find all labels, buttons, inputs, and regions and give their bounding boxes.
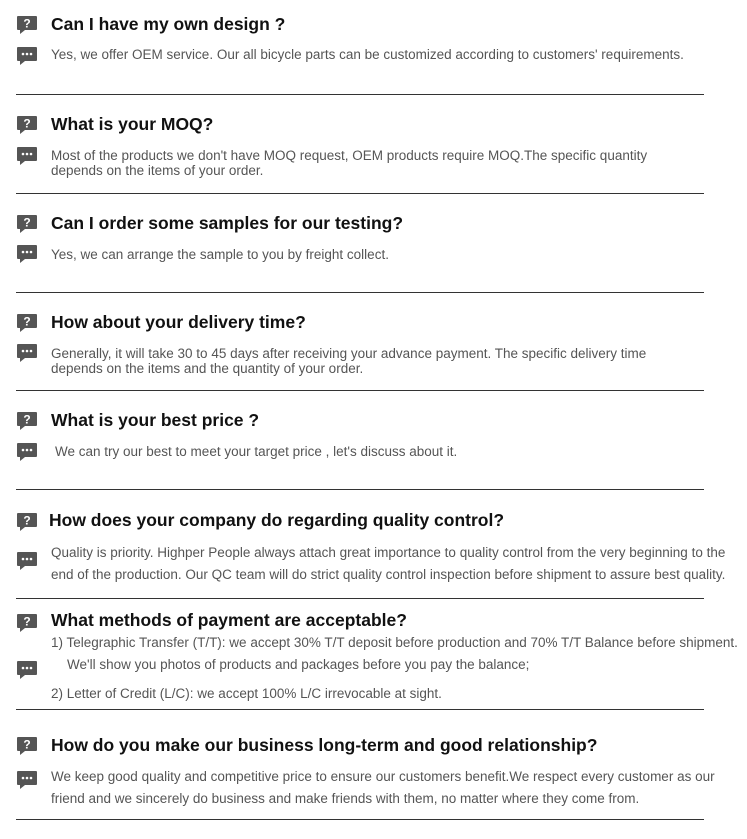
speech-bubble-icon bbox=[16, 244, 38, 264]
faq-answer: Yes, we offer OEM service. Our all bicycle parts can be customized according to customers' requirements. bbox=[51, 47, 684, 62]
divider bbox=[16, 390, 704, 391]
question-bubble-icon bbox=[16, 313, 38, 333]
payment-line: 1) Telegraphic Transfer (T/T): we accept 30% T/T deposit before production and 70% T/T Balance before shipment. bbox=[51, 635, 738, 650]
question-bubble-icon bbox=[16, 214, 38, 234]
faq-question: What is your MOQ? bbox=[51, 114, 214, 134]
faq-answer: Yes, we can arrange the sample to you by freight collect. bbox=[51, 247, 389, 262]
faq-answer: Generally, it will take 30 to 45 days after receiving your advance payment. The specific delivery time depends on the items and the quantity of your order. bbox=[51, 346, 647, 376]
question-bubble-icon bbox=[16, 15, 38, 35]
divider bbox=[16, 709, 704, 710]
faq-question: How do you make our business long-term and good relationship? bbox=[51, 735, 598, 755]
payment-line: 2) Letter of Credit (L/C): we accept 100% L/C irrevocable at sight. bbox=[51, 686, 442, 701]
faq-question: What methods of payment are acceptable? bbox=[51, 610, 407, 630]
speech-bubble-icon bbox=[16, 770, 38, 790]
speech-bubble-icon bbox=[16, 46, 38, 66]
faq-question: Can I order some samples for our testing? bbox=[51, 213, 404, 233]
question-bubble-icon bbox=[16, 411, 38, 431]
question-bubble-icon bbox=[16, 736, 38, 756]
divider bbox=[16, 94, 704, 95]
question-bubble-icon bbox=[16, 613, 38, 633]
question-bubble-icon bbox=[16, 512, 38, 532]
divider bbox=[16, 193, 704, 194]
speech-bubble-icon bbox=[16, 343, 38, 363]
speech-bubble-icon bbox=[16, 551, 38, 571]
faq-question: How about your delivery time? bbox=[51, 312, 306, 332]
faq-answer: We keep good quality and competitive price to ensure our customers benefit.We respect every customer as our friend and we sincerely do business and make friends with them, no matter where they come from. bbox=[51, 769, 715, 806]
divider bbox=[16, 292, 704, 293]
divider bbox=[16, 819, 704, 820]
faq-question: What is your best price ? bbox=[51, 410, 260, 430]
divider bbox=[16, 489, 704, 490]
speech-bubble-icon bbox=[16, 146, 38, 166]
faq-answer: We can try our best to meet your target price , let's discuss about it. bbox=[55, 444, 458, 459]
speech-bubble-icon bbox=[16, 660, 38, 680]
divider bbox=[16, 598, 704, 599]
faq-answer bbox=[51, 632, 741, 705]
faq-question: Can I have my own design ? bbox=[51, 14, 286, 34]
faq-answer: Quality is priority. Highper People always attach great importance to quality control from the very beginning to the end of the production. Our QC team will do strict quality control inspection before shipment to assure best quality. bbox=[51, 545, 726, 582]
speech-bubble-icon bbox=[16, 442, 38, 462]
faq-answer: Most of the products we don't have MOQ request, OEM products require MOQ.The specific quantity depends on the items of your order. bbox=[51, 148, 648, 178]
faq-question: How does your company do regarding quality control? bbox=[49, 510, 505, 530]
payment-line: We'll show you photos of products and packages before you pay the balance; bbox=[67, 657, 530, 672]
question-bubble-icon bbox=[16, 115, 38, 135]
